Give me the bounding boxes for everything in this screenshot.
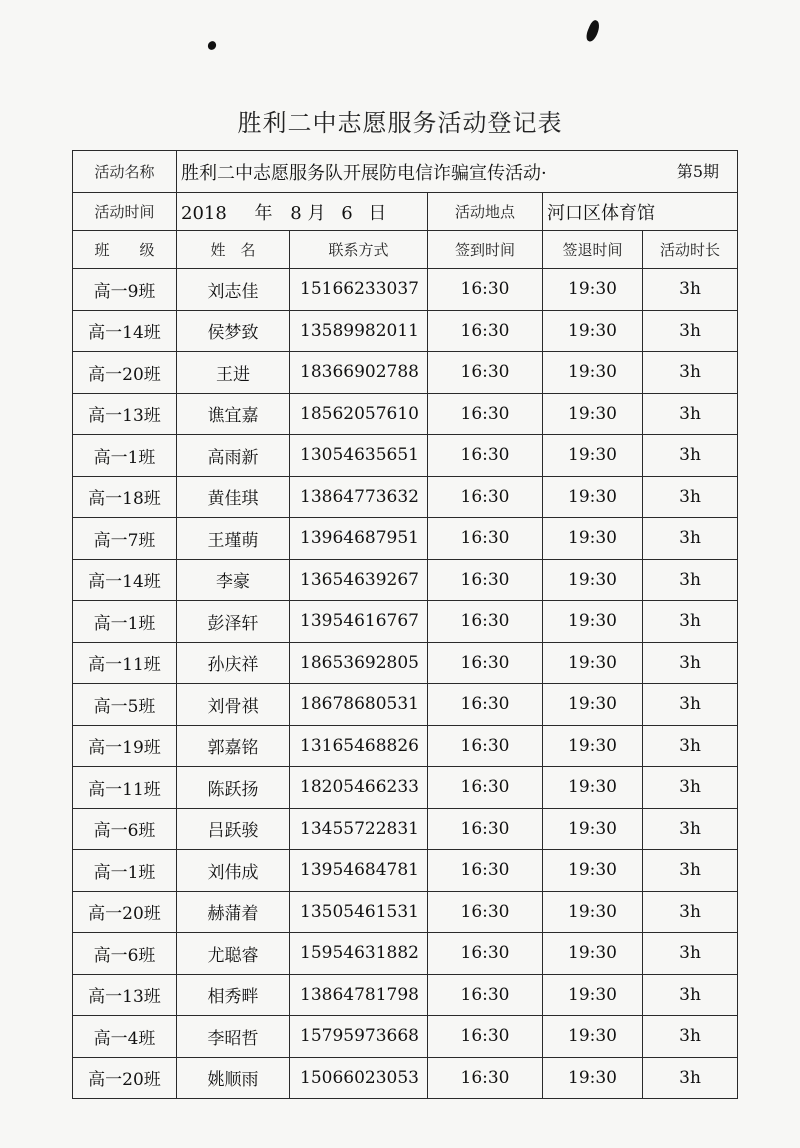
name-cell: 刘伟成 [177, 850, 290, 892]
phone-cell: 13054635651 [290, 435, 428, 477]
duration-cell: 3h [643, 518, 738, 560]
class-cell: 高一6班 [73, 933, 177, 975]
table-row [73, 684, 738, 726]
table-row [73, 310, 738, 352]
checkout-cell: 19:30 [543, 974, 643, 1016]
registration-table [72, 150, 738, 1099]
col-checkout-header: 签退时间 [543, 231, 643, 269]
table-row [73, 393, 738, 435]
activity-name-text: 胜利二中志愿服务队开展防电信诈骗宣传活动· [181, 162, 547, 184]
duration-cell: 3h [643, 559, 738, 601]
checkout-cell: 19:30 [543, 850, 643, 892]
table-row [73, 891, 738, 933]
date-day: 6 [341, 202, 353, 224]
name-cell: 尤聪睿 [177, 933, 290, 975]
duration-cell: 3h [643, 393, 738, 435]
phone-cell: 15066023053 [290, 1057, 428, 1099]
duration-cell: 3h [643, 352, 738, 394]
class-cell: 高一20班 [73, 891, 177, 933]
day-unit: 日 [368, 202, 387, 224]
table-row [73, 601, 738, 643]
phone-cell: 15166233037 [290, 269, 428, 311]
name-cell: 李豪 [177, 559, 290, 601]
phone-cell: 13954616767 [290, 601, 428, 643]
checkin-cell: 16:30 [428, 559, 543, 601]
phone-cell: 13864773632 [290, 476, 428, 518]
checkout-cell: 19:30 [543, 518, 643, 560]
name-cell: 孙庆祥 [177, 642, 290, 684]
phone-cell: 13864781798 [290, 974, 428, 1016]
col-name-header: 姓 名 [177, 231, 290, 269]
table-row [73, 725, 738, 767]
phone-cell: 13589982011 [290, 310, 428, 352]
duration-cell: 3h [643, 933, 738, 975]
phone-cell: 18205466233 [290, 767, 428, 809]
class-cell: 高一11班 [73, 642, 177, 684]
checkout-cell: 19:30 [543, 352, 643, 394]
checkin-cell: 16:30 [428, 269, 543, 311]
ink-blot [584, 19, 602, 43]
class-cell: 高一19班 [73, 725, 177, 767]
phone-cell: 18678680531 [290, 684, 428, 726]
col-duration-header: 活动时长 [643, 231, 738, 269]
checkout-cell: 19:30 [543, 891, 643, 933]
phone-cell: 18562057610 [290, 393, 428, 435]
checkin-cell: 16:30 [428, 393, 543, 435]
phone-cell: 13165468826 [290, 725, 428, 767]
class-cell: 高一4班 [73, 1016, 177, 1058]
year-unit: 年 [254, 202, 273, 224]
class-cell: 高一5班 [73, 684, 177, 726]
column-header-row [73, 231, 738, 269]
checkin-cell: 16:30 [428, 435, 543, 477]
phone-cell: 18366902788 [290, 352, 428, 394]
class-cell: 高一9班 [73, 269, 177, 311]
checkout-cell: 19:30 [543, 269, 643, 311]
table-row [73, 269, 738, 311]
table-row [73, 767, 738, 809]
activity-name-row [73, 151, 738, 193]
checkout-cell: 19:30 [543, 808, 643, 850]
class-cell: 高一18班 [73, 476, 177, 518]
duration-cell: 3h [643, 850, 738, 892]
col-class-header: 班 级 [73, 231, 177, 269]
name-cell: 吕跃骏 [177, 808, 290, 850]
phone-cell: 13505461531 [290, 891, 428, 933]
phone-cell: 13954684781 [290, 850, 428, 892]
table-row [73, 808, 738, 850]
checkin-cell: 16:30 [428, 352, 543, 394]
checkin-cell: 16:30 [428, 601, 543, 643]
duration-cell: 3h [643, 310, 738, 352]
activity-place-label: 活动地点 [428, 193, 543, 231]
name-cell: 谯宜嘉 [177, 393, 290, 435]
duration-cell: 3h [643, 1057, 738, 1099]
name-cell: 相秀畔 [177, 974, 290, 1016]
checkin-cell: 16:30 [428, 808, 543, 850]
checkin-cell: 16:30 [428, 476, 543, 518]
table-row [73, 435, 738, 477]
duration-cell: 3h [643, 642, 738, 684]
name-cell: 李昭哲 [177, 1016, 290, 1058]
checkin-cell: 16:30 [428, 933, 543, 975]
class-cell: 高一14班 [73, 559, 177, 601]
checkout-cell: 19:30 [543, 310, 643, 352]
phone-cell: 15795973668 [290, 1016, 428, 1058]
activity-time-row [73, 193, 738, 231]
table-row [73, 850, 738, 892]
date-month: 8 [290, 202, 302, 224]
class-cell: 高一14班 [73, 310, 177, 352]
checkout-cell: 19:30 [543, 684, 643, 726]
checkin-cell: 16:30 [428, 518, 543, 560]
duration-cell: 3h [643, 269, 738, 311]
checkout-cell: 19:30 [543, 642, 643, 684]
checkout-cell: 19:30 [543, 476, 643, 518]
name-cell: 黄佳琪 [177, 476, 290, 518]
class-cell: 高一11班 [73, 767, 177, 809]
duration-cell: 3h [643, 808, 738, 850]
class-cell: 高一1班 [73, 601, 177, 643]
checkin-cell: 16:30 [428, 642, 543, 684]
table-row [73, 476, 738, 518]
table-row [73, 642, 738, 684]
checkout-cell: 19:30 [543, 435, 643, 477]
phone-cell: 18653692805 [290, 642, 428, 684]
duration-cell: 3h [643, 435, 738, 477]
name-cell: 王瑾萌 [177, 518, 290, 560]
class-cell: 高一13班 [73, 393, 177, 435]
checkin-cell: 16:30 [428, 850, 543, 892]
phone-cell: 13455722831 [290, 808, 428, 850]
checkout-cell: 19:30 [543, 559, 643, 601]
checkout-cell: 19:30 [543, 1057, 643, 1099]
class-cell: 高一20班 [73, 1057, 177, 1099]
table-row [73, 352, 738, 394]
checkout-cell: 19:30 [543, 933, 643, 975]
class-cell: 高一1班 [73, 435, 177, 477]
activity-place-value: 河口区体育馆 [543, 193, 738, 231]
name-cell: 陈跃扬 [177, 767, 290, 809]
class-cell: 高一6班 [73, 808, 177, 850]
table-row [73, 974, 738, 1016]
duration-cell: 3h [643, 974, 738, 1016]
checkout-cell: 19:30 [543, 601, 643, 643]
col-contact-header: 联系方式 [290, 231, 428, 269]
name-cell: 刘骨祺 [177, 684, 290, 726]
duration-cell: 3h [643, 1016, 738, 1058]
form-title: 胜利二中志愿服务活动登记表 [237, 109, 563, 137]
class-cell: 高一7班 [73, 518, 177, 560]
checkin-cell: 16:30 [428, 891, 543, 933]
checkin-cell: 16:30 [428, 310, 543, 352]
name-cell: 赫蒲着 [177, 891, 290, 933]
name-cell: 刘志佳 [177, 269, 290, 311]
duration-cell: 3h [643, 725, 738, 767]
checkin-cell: 16:30 [428, 1057, 543, 1099]
phone-cell: 15954631882 [290, 933, 428, 975]
col-checkin-header: 签到时间 [428, 231, 543, 269]
duration-cell: 3h [643, 476, 738, 518]
phone-cell: 13654639267 [290, 559, 428, 601]
duration-cell: 3h [643, 891, 738, 933]
name-cell: 侯梦致 [177, 310, 290, 352]
checkin-cell: 16:30 [428, 684, 543, 726]
activity-time-label: 活动时间 [73, 193, 177, 231]
name-cell: 姚顺雨 [177, 1057, 290, 1099]
checkin-cell: 16:30 [428, 767, 543, 809]
activity-name-label: 活动名称 [73, 151, 177, 193]
duration-cell: 3h [643, 767, 738, 809]
table-row [73, 559, 738, 601]
name-cell: 彭泽轩 [177, 601, 290, 643]
checkout-cell: 19:30 [543, 393, 643, 435]
checkout-cell: 19:30 [543, 767, 643, 809]
checkin-cell: 16:30 [428, 1016, 543, 1058]
name-cell: 王进 [177, 352, 290, 394]
checkout-cell: 19:30 [543, 725, 643, 767]
class-cell: 高一1班 [73, 850, 177, 892]
checkout-cell: 19:30 [543, 1016, 643, 1058]
duration-cell: 3h [643, 684, 738, 726]
activity-name-value [177, 151, 738, 193]
phone-cell: 13964687951 [290, 518, 428, 560]
class-cell: 高一13班 [73, 974, 177, 1016]
class-cell: 高一20班 [73, 352, 177, 394]
month-unit: 月 [307, 202, 326, 224]
name-cell: 郭嘉铭 [177, 725, 290, 767]
activity-period: 第5期 [676, 161, 720, 181]
duration-cell: 3h [643, 601, 738, 643]
checkin-cell: 16:30 [428, 974, 543, 1016]
name-cell: 高雨新 [177, 435, 290, 477]
date-year: 2018 [181, 202, 227, 224]
activity-date [177, 193, 428, 231]
table-row [73, 1057, 738, 1099]
checkin-cell: 16:30 [428, 725, 543, 767]
ink-blot [206, 40, 217, 52]
table-row [73, 933, 738, 975]
table-row [73, 1016, 738, 1058]
table-row [73, 518, 738, 560]
